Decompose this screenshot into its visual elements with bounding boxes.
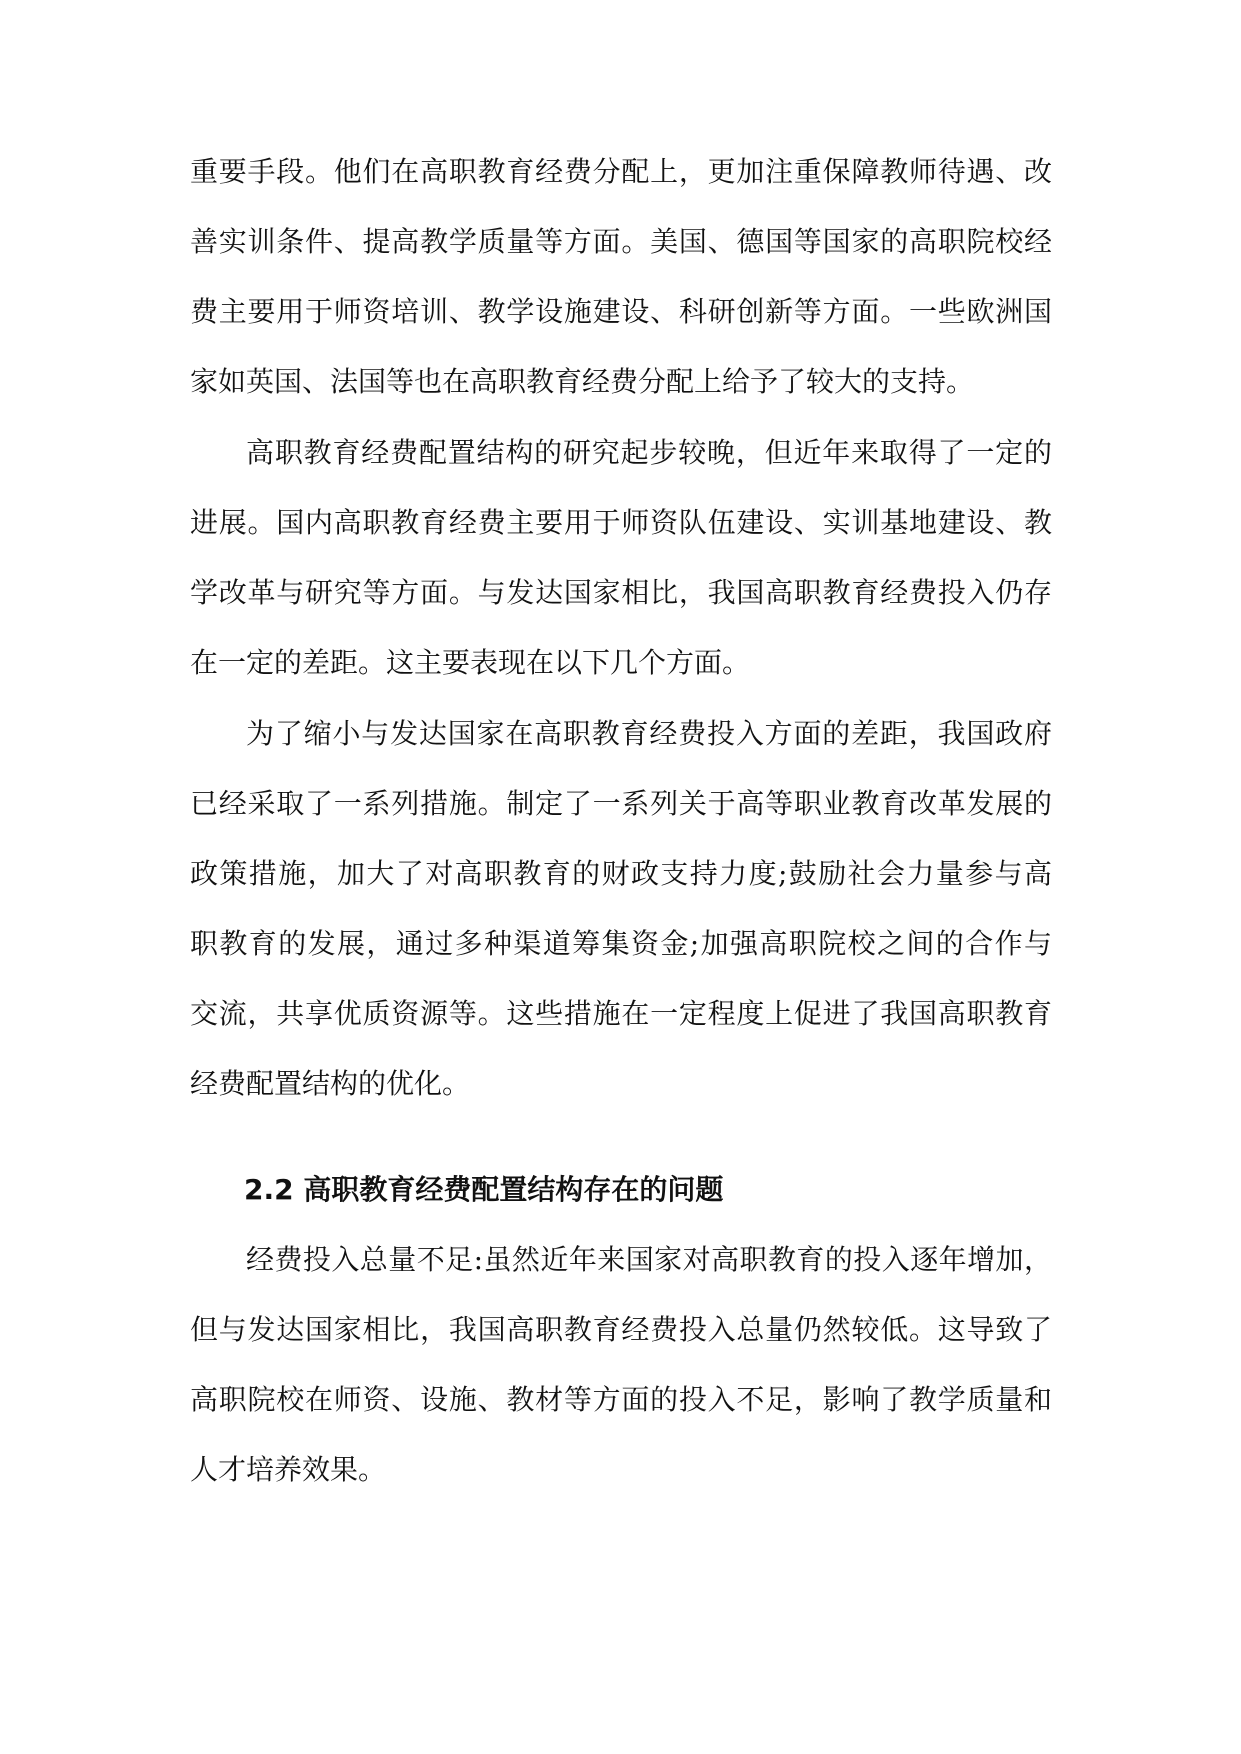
paragraph-3-line-2: 已经采取了一系列措施。制定了一系列关于高等职业教育改革发展的 bbox=[190, 787, 1052, 820]
section-paragraph-line-1: 经费投入总量不足:虽然近年来国家对高职教育的投入逐年增加， bbox=[246, 1243, 1052, 1276]
paragraph-2-line-3: 学改革与研究等方面。与发达国家相比，我国高职教育经费投入仍存 bbox=[190, 576, 1052, 609]
paragraph-1-line-2: 善实训条件、提高教学质量等方面。美国、德国等国家的高职院校经 bbox=[190, 225, 1052, 258]
paragraph-3-line-3: 政策措施，加大了对高职教育的财政支持力度;鼓励社会力量参与高 bbox=[190, 857, 1052, 890]
paragraph-1-line-1: 重要手段。他们在高职教育经费分配上，更加注重保障教师待遇、改 bbox=[190, 155, 1052, 188]
paragraph-2-line-4: 在一定的差距。这主要表现在以下几个方面。 bbox=[190, 646, 751, 679]
section-paragraph-line-4: 人才培养效果。 bbox=[190, 1453, 387, 1486]
paragraph-2-line-2: 进展。国内高职教育经费主要用于师资队伍建设、实训基地建设、教 bbox=[190, 506, 1052, 539]
section-paragraph-line-3: 高职院校在师资、设施、教材等方面的投入不足，影响了教学质量和 bbox=[190, 1383, 1052, 1416]
paragraph-1-line-3: 费主要用于师资培训、教学设施建设、科研创新等方面。一些欧洲国 bbox=[190, 295, 1052, 328]
paragraph-1-line-4: 家如英国、法国等也在高职教育经费分配上给予了较大的支持。 bbox=[190, 365, 975, 398]
paragraph-3-line-5: 交流，共享优质资源等。这些措施在一定程度上促进了我国高职教育 bbox=[190, 997, 1052, 1030]
section-heading: 2.2 高职教育经费配置结构存在的问题 bbox=[244, 1173, 724, 1206]
paragraph-3-line-1: 为了缩小与发达国家在高职教育经费投入方面的差距，我国政府 bbox=[246, 717, 1052, 750]
section-paragraph-line-2: 但与发达国家相比，我国高职教育经费投入总量仍然较低。这导致了 bbox=[190, 1313, 1052, 1346]
paragraph-2-line-1: 高职教育经费配置结构的研究起步较晚，但近年来取得了一定的 bbox=[246, 436, 1052, 469]
paragraph-3-line-4: 职教育的发展，通过多种渠道筹集资金;加强高职院校之间的合作与 bbox=[190, 927, 1052, 960]
paragraph-3-line-6: 经费配置结构的优化。 bbox=[190, 1067, 471, 1100]
